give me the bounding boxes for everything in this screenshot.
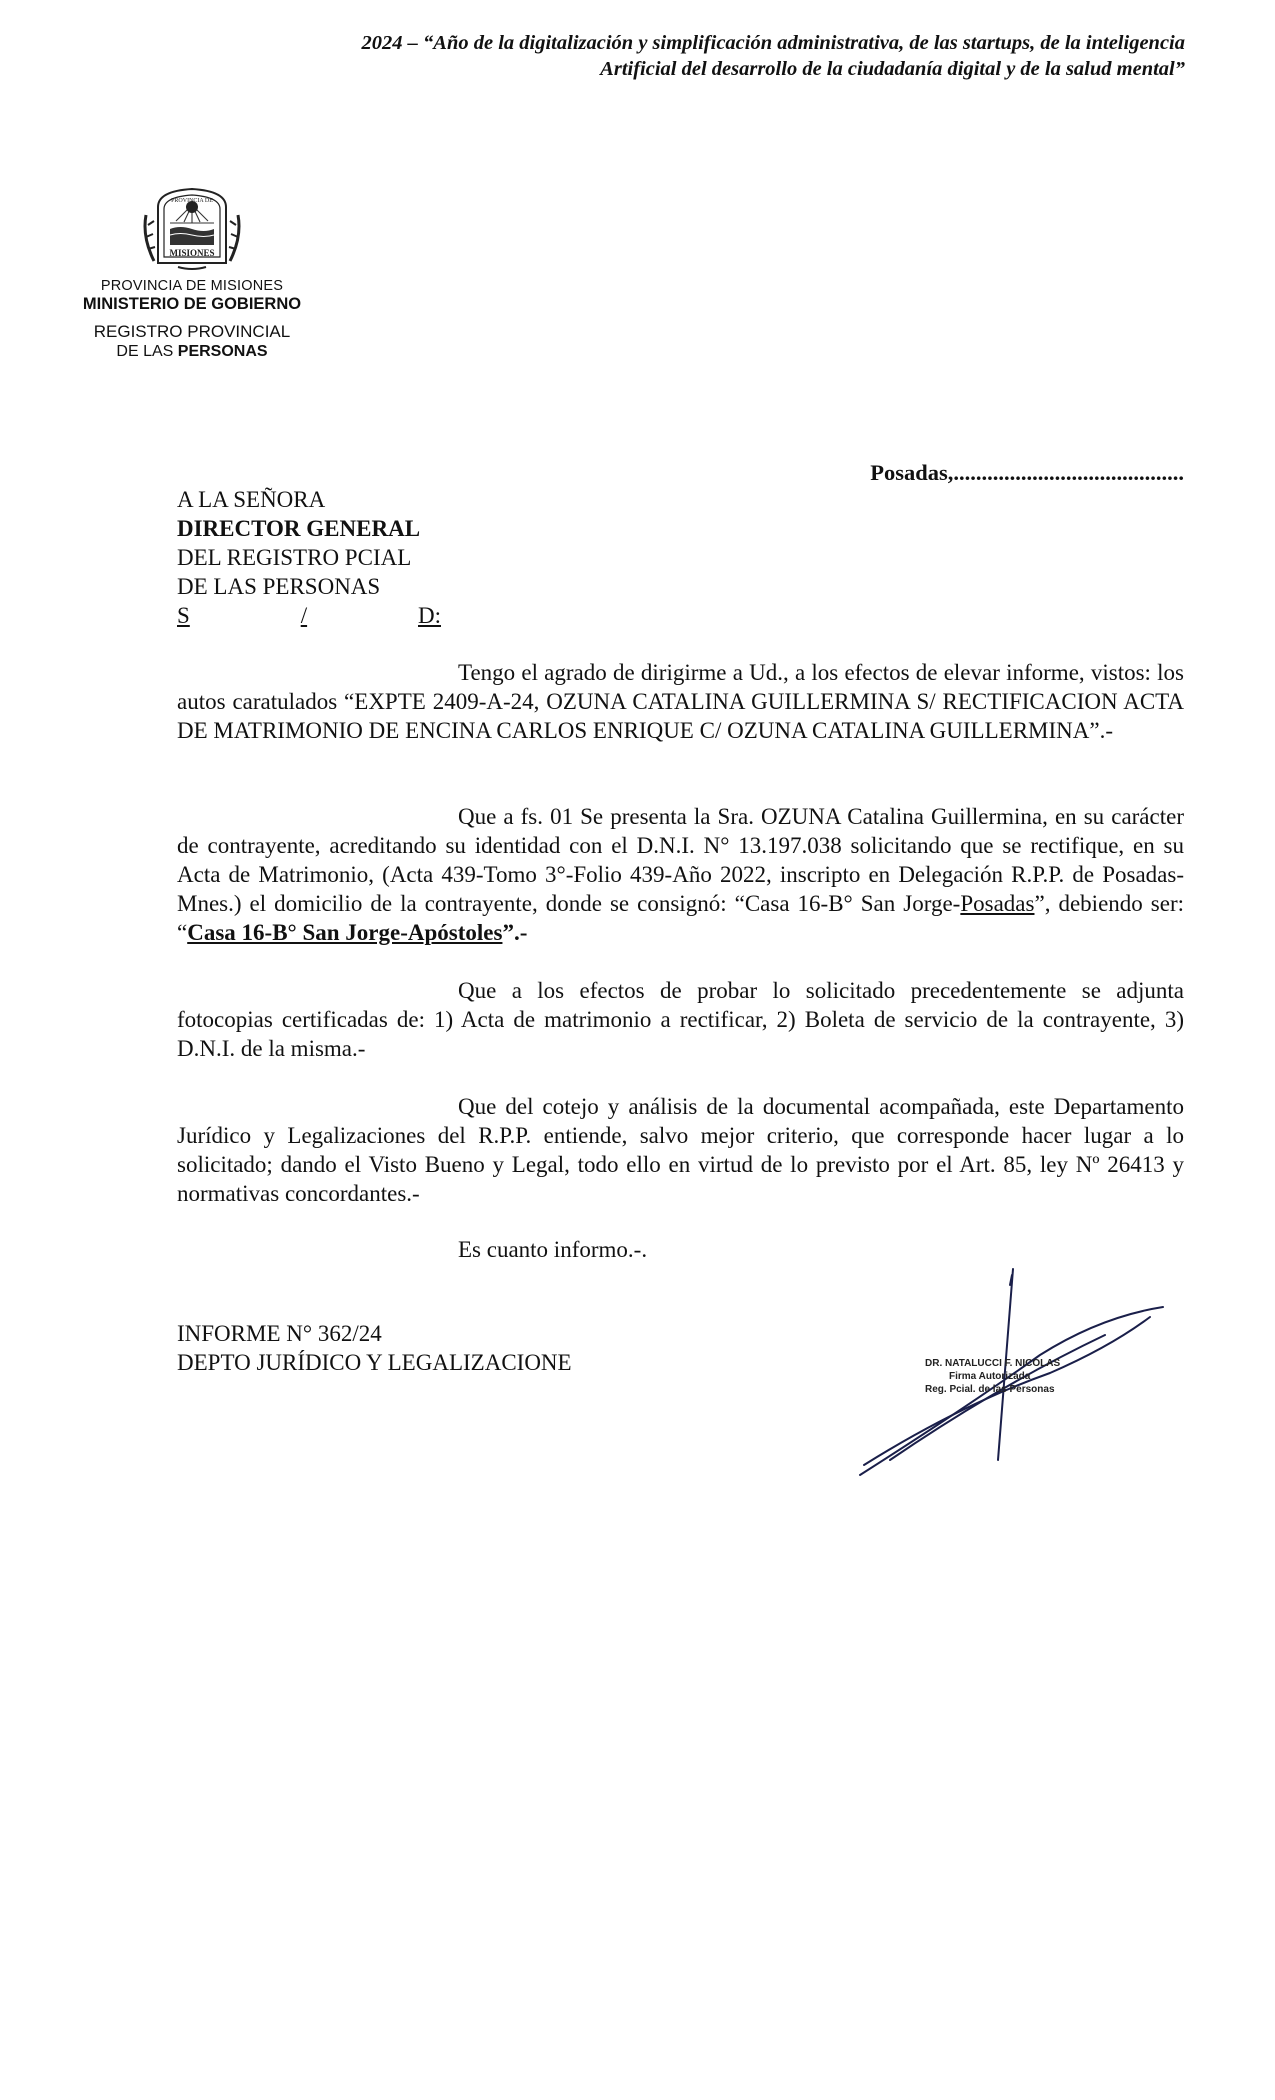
- place-date: Posadas,.........................................: [870, 460, 1184, 485]
- addressee-sd-s: S: [177, 603, 190, 628]
- provincial-seal-logo: [140, 185, 244, 271]
- header-motto-line1: 2024 – “Año de la digitalización y simplificación administrativa, de las startups, de la inteligencia: [361, 32, 1185, 54]
- addressee-line2: DIRECTOR GENERAL: [177, 516, 421, 541]
- institution-registry-persons: [62, 343, 322, 361]
- paragraph-evidence: Que a los efectos de probar lo solicitado precedentemente se adjunta fotocopias certificadas de: 1) Acta de matrimonio a rectificar, 2) Boleta de servicio de la contrayente, 3) D.N.I. de la misma.-: [177, 978, 1184, 1061]
- stamp-office: Reg. Pcial. de las Personas: [925, 1384, 1055, 1395]
- addressee-block: [177, 485, 441, 630]
- paragraph-request-end: ”.-: [502, 920, 528, 945]
- report-reference: [177, 1319, 572, 1377]
- addressee-sd: [177, 601, 441, 630]
- header-motto-line2: Artificial del desarrollo de la ciudadanía digital y de la salud mental”: [600, 58, 1185, 80]
- paragraph-intro: Tengo el agrado de dirigirme a Ud., a los efectos de elevar informe, vistos: los autos caratulados “EXPTE 2409-A-24, OZUNA CATALINA GUILLERMINA S/ RECTIFICACION ACTA DE MATRIMONIO DE ENCINA CARLOS ENRIQUE C/ OZUNA CATALINA GUILLERMINA”.-: [177, 660, 1184, 743]
- institution-registry-persons-name: PERSONAS: [177, 343, 268, 360]
- paragraph-request-text2: ”, debiendo ser: “: [177, 891, 1185, 945]
- paragraph-request-text: Que a fs. 01 Se presenta la Sra. OZUNA Catalina Guillermina, en su carácter de contrayente, acreditando su identidad con el D.N.I. N° 13.197.038 solicitando que se rectifique, en su Acta de Matrimonio, (Acta 439-Tomo 3°-Folio 439-Año 2022, inscripto en Delegación R.P.P. de Posadas-Mnes.) el domicilio de la contrayente, donde se consignó: “Casa 16-B° San Jorge-: [177, 804, 1184, 916]
- addressee-sd-slash: /: [300, 603, 308, 628]
- report-department: DEPTO JURÍDICO Y LEGALIZACIONE: [177, 1350, 572, 1375]
- signature-stamp: [925, 1357, 1095, 1396]
- addressee-line3: DEL REGISTRO PCIAL: [177, 545, 412, 570]
- institution-ministry: MINISTERIO DE GOBIERNO: [82, 295, 302, 313]
- paragraph-request: [177, 802, 1184, 947]
- addressee-line1: A LA SEÑORA: [177, 487, 326, 512]
- report-number: INFORME N° 362/24: [177, 1321, 382, 1346]
- institution-registry: REGISTRO PROVINCIAL: [93, 322, 291, 341]
- svg-text:PROVINCIA DE: PROVINCIA DE: [171, 198, 213, 204]
- stamp-role: Firma Autorizada: [949, 1371, 1031, 1382]
- header-motto: [300, 30, 1185, 82]
- institution-registry-persons-prefix: DE LAS: [116, 343, 174, 360]
- institution-province: PROVINCIA DE MISIONES: [100, 278, 284, 294]
- paragraph-closing: Es cuanto informo.-.: [458, 1237, 648, 1262]
- svg-text:MISIONES: MISIONES: [169, 248, 215, 258]
- stamp-name: DR. NATALUCCI F. NICOLAS: [925, 1358, 1061, 1369]
- paragraph-request-posadas: Posadas: [960, 891, 1035, 916]
- paragraph-request-correct-address: Casa 16-B° San Jorge-Apóstoles: [187, 920, 503, 945]
- paragraph-conclusion: Que del cotejo y análisis de la documental acompañada, este Departamento Jurídico y Legalizaciones del R.P.P. entiende, salvo mejor criterio, que corresponde hacer lugar a lo solicitado; dando el Visto Bueno y Legal, todo ello en virtud de lo previsto por el Art. 85, ley Nº 26413 y normativas concordantes.-: [177, 1094, 1184, 1206]
- addressee-sd-d: D:: [418, 603, 441, 628]
- addressee-line4: DE LAS PERSONAS: [177, 574, 381, 599]
